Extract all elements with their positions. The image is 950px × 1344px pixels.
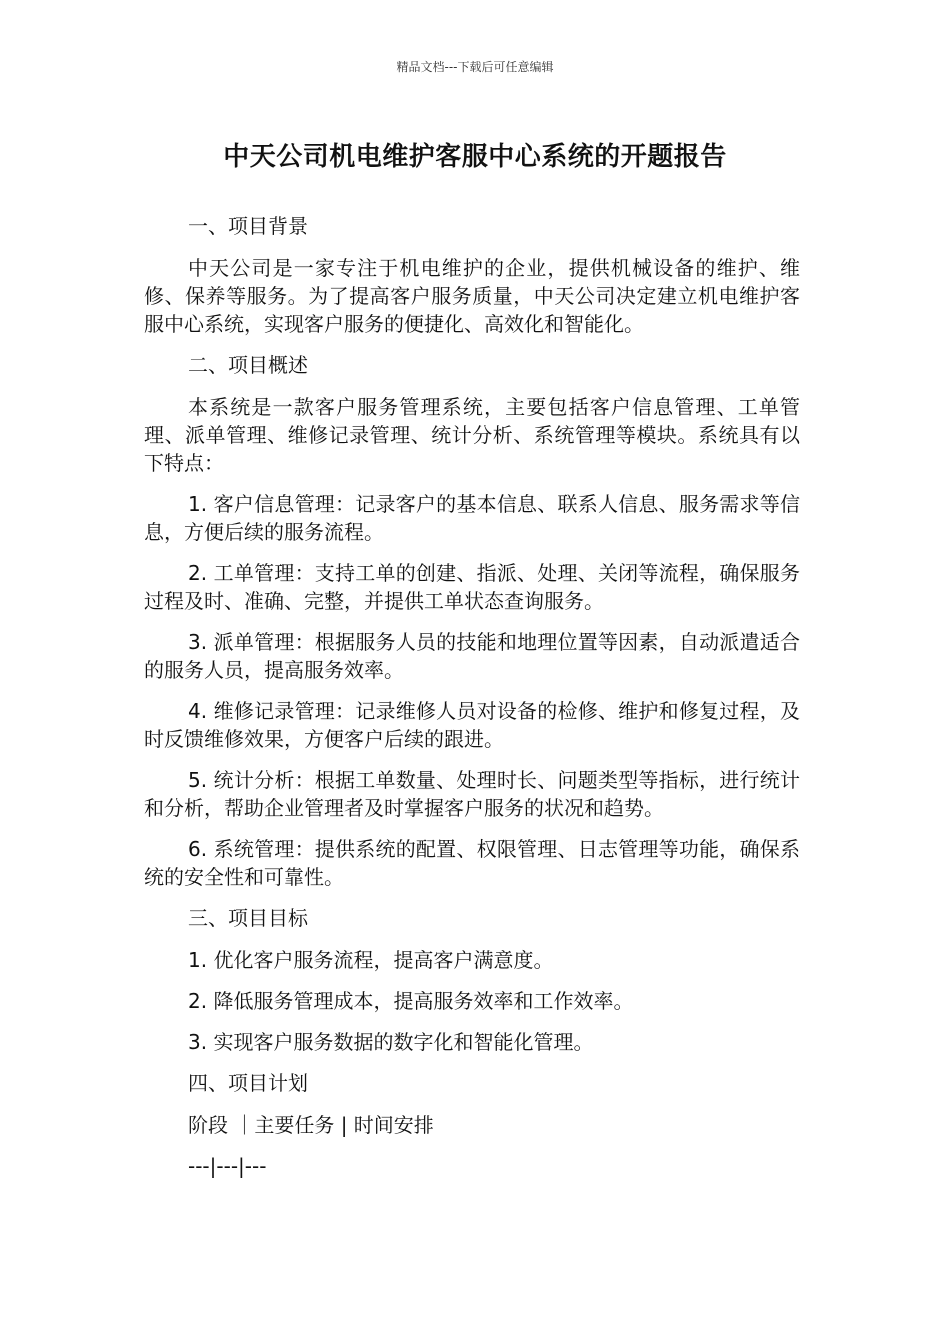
background-paragraph: 中天公司是一家专注于机电维护的企业，提供机械设备的维护、维修、保养等服务。为了提高客户服务质量，中天公司决定建立机电维护客服中心系统，实现客户服务的便捷化、高效化和智能化。 [144,256,800,336]
document-title: 中天公司机电维护客服中心系统的开题报告 [223,142,727,172]
feature-item: 5. 统计分析：根据工单数量、处理时长、问题类型等指标，进行统计和分析，帮助企业管理者及时掌握客户服务的状况和趋势。 [144,768,800,820]
header-note: 精品文档---下载后可任意编辑 [396,60,554,74]
document-body [144,212,800,1193]
goal-item: 1. 优化客户服务流程，提高客户满意度。 [188,948,554,972]
feature-item: 2. 工单管理：支持工单的创建、指派、处理、关闭等流程，确保服务过程及时、准确、完整，并提供工单状态查询服务。 [144,561,800,613]
feature-item: 1. 客户信息管理：记录客户的基本信息、联系人信息、服务需求等信息，方便后续的服务流程。 [144,492,800,544]
section-heading-plan: 四、项目计划 [188,1071,308,1095]
feature-item: 4. 维修记录管理：记录维修人员对设备的检修、维护和修复过程，及时反馈维修效果，方便客户后续的跟进。 [144,699,800,751]
plan-table-separator: ---|---|--- [188,1154,267,1178]
overview-paragraph: 本系统是一款客户服务管理系统，主要包括客户信息管理、工单管理、派单管理、维修记录管理、统计分析、系统管理等模块。系统具有以下特点： [144,395,800,475]
feature-item: 3. 派单管理：根据服务人员的技能和地理位置等因素，自动派遣适合的服务人员，提高服务效率。 [144,630,800,682]
section-heading-background: 一、项目背景 [188,214,308,238]
section-heading-goals: 三、项目目标 [188,906,308,930]
goal-item: 2. 降低服务管理成本，提高服务效率和工作效率。 [188,989,634,1013]
plan-table-header: 阶段 ｜主要任务 | 时间安排 [188,1113,434,1137]
feature-item: 6. 系统管理：提供系统的配置、权限管理、日志管理等功能，确保系统的安全性和可靠性。 [144,837,800,889]
section-heading-overview: 二、项目概述 [188,353,308,377]
goal-item: 3. 实现客户服务数据的数字化和智能化管理。 [188,1030,594,1054]
